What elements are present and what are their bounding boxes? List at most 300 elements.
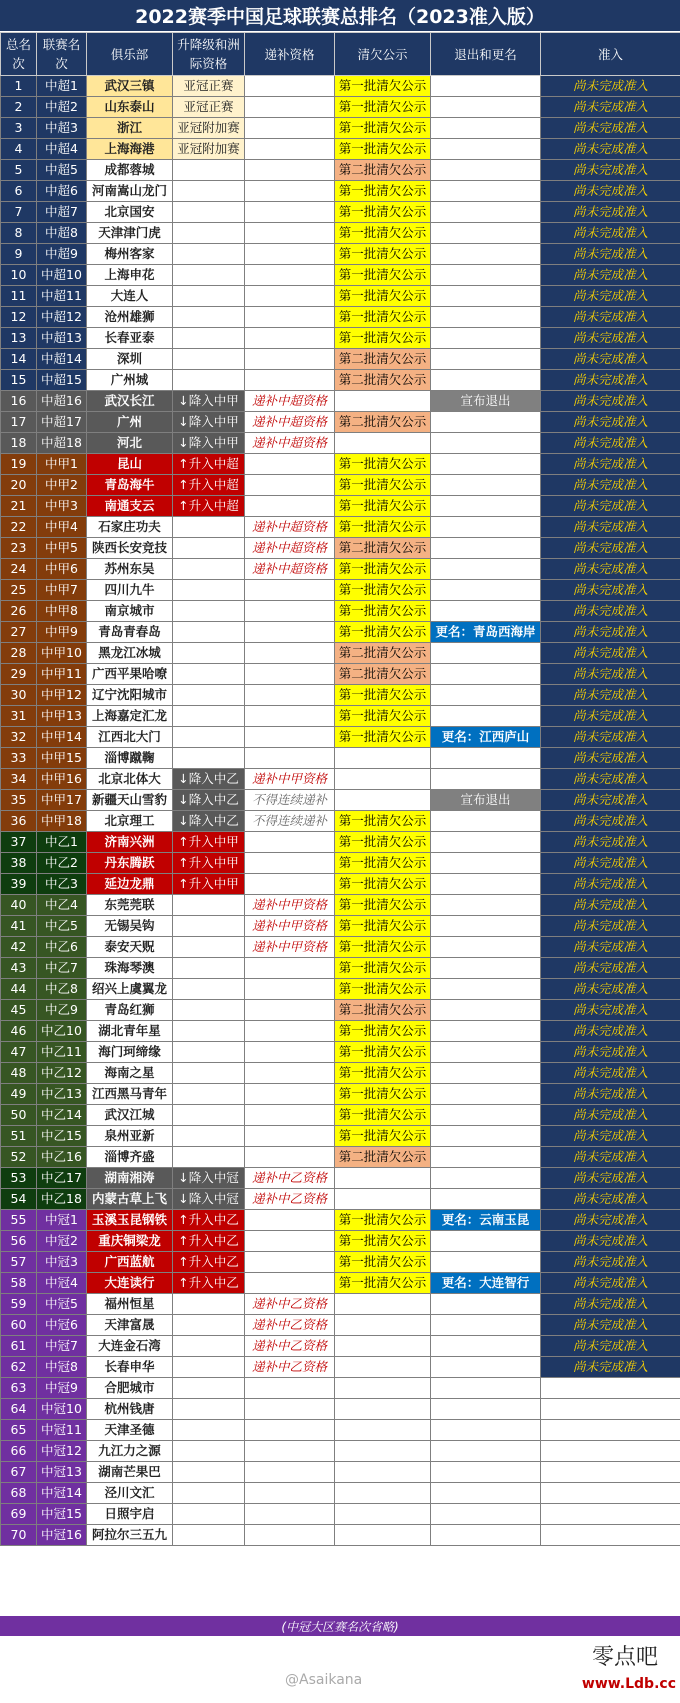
league-rank-cell: 中冠13 [37,1462,87,1483]
total-rank-cell: 63 [1,1378,37,1399]
exit-rename-cell [431,1000,541,1021]
table-row [1,958,680,979]
table-row [1,1126,680,1147]
exit-rename-cell [431,1021,541,1042]
club-cell: 江西黑马青年 [87,1084,173,1105]
table-row [1,1168,680,1189]
total-rank-cell: 8 [1,223,37,244]
promotion-cell [173,1441,245,1462]
club-cell: 长春申华 [87,1357,173,1378]
access-status-cell: 尚未完成准入 [541,223,680,244]
exit-rename-cell [431,538,541,559]
promotion-cell: ↑升入中超 [173,475,245,496]
debt-notice-cell [335,391,431,412]
exit-rename-cell [431,685,541,706]
exit-rename-cell [431,1168,541,1189]
total-rank-cell: 61 [1,1336,37,1357]
promotion-cell [173,1336,245,1357]
access-status-cell: 尚未完成准入 [541,832,680,853]
exit-rename-cell [431,475,541,496]
club-cell: 武汉江城 [87,1105,173,1126]
exit-rename-cell [431,664,541,685]
debt-notice-cell [335,1336,431,1357]
total-rank-cell: 51 [1,1126,37,1147]
access-status-cell: 尚未完成准入 [541,139,680,160]
club-cell: 北京理工 [87,811,173,832]
club-cell: 沧州雄狮 [87,307,173,328]
league-rank-cell: 中乙16 [37,1147,87,1168]
total-rank-cell: 32 [1,727,37,748]
supplement-cell [245,1252,335,1273]
total-rank-cell: 23 [1,538,37,559]
league-rank-cell: 中甲13 [37,706,87,727]
table-row [1,979,680,1000]
table-row [1,433,680,454]
debt-notice-cell: 第一批清欠公示 [335,622,431,643]
supplement-cell [245,1231,335,1252]
debt-notice-cell [335,1483,431,1504]
supplement-cell: 递补中超资格 [245,391,335,412]
total-rank-cell: 53 [1,1168,37,1189]
club-cell: 北京北体大 [87,769,173,790]
supplement-cell: 递补中超资格 [245,433,335,454]
total-rank-cell: 36 [1,811,37,832]
exit-rename-cell: 更名：大连智行 [431,1273,541,1294]
supplement-cell: 递补中甲资格 [245,937,335,958]
table-row [1,223,680,244]
league-rank-cell: 中乙1 [37,832,87,853]
league-rank-cell: 中甲15 [37,748,87,769]
debt-notice-cell: 第二批清欠公示 [335,412,431,433]
promotion-cell [173,559,245,580]
supplement-cell [245,1378,335,1399]
header-access: 准入 [541,33,680,76]
access-status-cell: 尚未完成准入 [541,181,680,202]
league-rank-cell: 中冠2 [37,1231,87,1252]
total-rank-cell: 1 [1,76,37,97]
exit-rename-cell [431,748,541,769]
total-rank-cell: 49 [1,1084,37,1105]
league-rank-cell: 中乙9 [37,1000,87,1021]
debt-notice-cell: 第一批清欠公示 [335,307,431,328]
total-rank-cell: 25 [1,580,37,601]
table-row [1,1042,680,1063]
supplement-cell [245,496,335,517]
access-status-cell: 尚未完成准入 [541,580,680,601]
exit-rename-cell [431,286,541,307]
club-cell: 大连读行 [87,1273,173,1294]
league-rank-cell: 中乙2 [37,853,87,874]
club-cell: 天津津门虎 [87,223,173,244]
total-rank-cell: 31 [1,706,37,727]
supplement-cell [245,1105,335,1126]
access-status-cell: 尚未完成准入 [541,1252,680,1273]
total-rank-cell: 28 [1,643,37,664]
promotion-cell: ↑升入中超 [173,496,245,517]
promotion-cell [173,1504,245,1525]
league-rank-cell: 中乙11 [37,1042,87,1063]
league-rank-cell: 中冠10 [37,1399,87,1420]
supplement-cell: 不得连续递补 [245,811,335,832]
table-row [1,76,680,97]
league-rank-cell: 中甲10 [37,643,87,664]
exit-rename-cell [431,1441,541,1462]
league-rank-cell: 中超16 [37,391,87,412]
table-row [1,1420,680,1441]
exit-rename-cell [431,1315,541,1336]
supplement-cell: 递补中乙资格 [245,1189,335,1210]
debt-notice-cell: 第一批清欠公示 [335,1126,431,1147]
league-rank-cell: 中冠15 [37,1504,87,1525]
league-rank-cell: 中冠7 [37,1336,87,1357]
league-rank-cell: 中超8 [37,223,87,244]
exit-rename-cell [431,244,541,265]
league-rank-cell: 中乙5 [37,916,87,937]
club-cell: 上海申花 [87,265,173,286]
table-row [1,643,680,664]
table-row [1,139,680,160]
league-rank-cell: 中超12 [37,307,87,328]
table-row [1,454,680,475]
supplement-cell [245,97,335,118]
access-status-cell: 尚未完成准入 [541,895,680,916]
total-rank-cell: 68 [1,1483,37,1504]
table-row [1,286,680,307]
supplement-cell [245,475,335,496]
debt-notice-cell: 第一批清欠公示 [335,1042,431,1063]
supplement-cell [245,1525,335,1546]
table-row [1,1252,680,1273]
total-rank-cell: 24 [1,559,37,580]
club-cell: 海南之星 [87,1063,173,1084]
supplement-cell: 递补中乙资格 [245,1168,335,1189]
total-rank-cell: 5 [1,160,37,181]
debt-notice-cell: 第一批清欠公示 [335,1021,431,1042]
access-status-cell: 尚未完成准入 [541,244,680,265]
exit-rename-cell: 更名：青岛西海岸 [431,622,541,643]
promotion-cell [173,727,245,748]
header-exit-rename: 退出和更名 [431,33,541,76]
supplement-cell [245,349,335,370]
promotion-cell [173,160,245,181]
table-row [1,160,680,181]
debt-notice-cell: 第一批清欠公示 [335,601,431,622]
total-rank-cell: 13 [1,328,37,349]
exit-rename-cell [431,706,541,727]
club-cell: 青岛青春岛 [87,622,173,643]
promotion-cell: ↓降入中冠 [173,1168,245,1189]
watermark-text: @Asaikana [285,1672,363,1688]
promotion-cell [173,1462,245,1483]
total-rank-cell: 52 [1,1147,37,1168]
header-club: 俱乐部 [87,33,173,76]
access-status-cell: 尚未完成准入 [541,1273,680,1294]
exit-rename-cell [431,1483,541,1504]
league-rank-cell: 中甲8 [37,601,87,622]
access-status-cell: 尚未完成准入 [541,601,680,622]
exit-rename-cell [431,1462,541,1483]
exit-rename-cell [431,181,541,202]
exit-rename-cell [431,1231,541,1252]
promotion-cell [173,223,245,244]
supplement-cell [245,622,335,643]
debt-notice-cell: 第一批清欠公示 [335,916,431,937]
header-row [1,33,680,76]
table-row [1,391,680,412]
league-rank-cell: 中超6 [37,181,87,202]
exit-rename-cell [431,643,541,664]
access-status-cell: 尚未完成准入 [541,853,680,874]
table-row [1,1189,680,1210]
exit-rename-cell [431,811,541,832]
table-row [1,559,680,580]
league-rank-cell: 中乙10 [37,1021,87,1042]
table-row [1,244,680,265]
supplement-cell [245,1420,335,1441]
promotion-cell: ↑升入中甲 [173,832,245,853]
league-rank-cell: 中甲16 [37,769,87,790]
promotion-cell [173,916,245,937]
supplement-cell [245,643,335,664]
total-rank-cell: 21 [1,496,37,517]
access-status-cell: 尚未完成准入 [541,937,680,958]
debt-notice-cell [335,790,431,811]
supplement-cell [245,286,335,307]
exit-rename-cell [431,370,541,391]
league-rank-cell: 中甲4 [37,517,87,538]
access-status-cell: 尚未完成准入 [541,1126,680,1147]
league-rank-cell: 中甲11 [37,664,87,685]
promotion-cell [173,622,245,643]
table-row [1,748,680,769]
promotion-cell [173,286,245,307]
league-rank-cell: 中甲9 [37,622,87,643]
club-cell: 泰安天贶 [87,937,173,958]
club-cell: 山东泰山 [87,97,173,118]
exit-rename-cell [431,958,541,979]
club-cell: 河南嵩山龙门 [87,181,173,202]
promotion-cell: ↓降入中甲 [173,412,245,433]
total-rank-cell: 66 [1,1441,37,1462]
table-row [1,1231,680,1252]
access-status-cell: 尚未完成准入 [541,1357,680,1378]
total-rank-cell: 60 [1,1315,37,1336]
exit-rename-cell [431,979,541,1000]
total-rank-cell: 16 [1,391,37,412]
access-status-cell [541,1525,680,1546]
club-cell: 湖南湘涛 [87,1168,173,1189]
table-row [1,811,680,832]
access-status-cell: 尚未完成准入 [541,76,680,97]
table-row [1,685,680,706]
exit-rename-cell [431,1504,541,1525]
table-row [1,517,680,538]
supplement-cell [245,328,335,349]
table-row [1,1084,680,1105]
total-rank-cell: 30 [1,685,37,706]
total-rank-cell: 43 [1,958,37,979]
debt-notice-cell [335,1399,431,1420]
header-debt: 清欠公示 [335,33,431,76]
club-cell: 昆山 [87,454,173,475]
debt-notice-cell [335,1315,431,1336]
promotion-cell [173,1378,245,1399]
access-status-cell: 尚未完成准入 [541,664,680,685]
club-cell: 泉州亚新 [87,1126,173,1147]
league-table [0,32,680,1546]
table-row [1,1462,680,1483]
exit-rename-cell: 更名：云南玉昆 [431,1210,541,1231]
total-rank-cell: 65 [1,1420,37,1441]
club-cell: 南京城市 [87,601,173,622]
league-rank-cell: 中冠6 [37,1315,87,1336]
total-rank-cell: 40 [1,895,37,916]
debt-notice-cell [335,1441,431,1462]
league-rank-cell: 中冠16 [37,1525,87,1546]
access-status-cell: 尚未完成准入 [541,202,680,223]
debt-notice-cell [335,1378,431,1399]
site-logo-url: www.Ldb.cc [581,1676,676,1692]
table-row [1,1378,680,1399]
promotion-cell: ↓降入中乙 [173,811,245,832]
table-row [1,1273,680,1294]
debt-notice-cell: 第一批清欠公示 [335,454,431,475]
exit-rename-cell [431,1084,541,1105]
exit-rename-cell [431,769,541,790]
access-status-cell [541,1504,680,1525]
debt-notice-cell: 第一批清欠公示 [335,1252,431,1273]
supplement-cell [245,244,335,265]
promotion-cell [173,181,245,202]
promotion-cell: ↓降入中甲 [173,433,245,454]
table-row [1,664,680,685]
access-status-cell: 尚未完成准入 [541,433,680,454]
total-rank-cell: 10 [1,265,37,286]
access-status-cell [541,1462,680,1483]
supplement-cell [245,139,335,160]
exit-rename-cell [431,496,541,517]
debt-notice-cell: 第一批清欠公示 [335,517,431,538]
access-status-cell: 尚未完成准入 [541,265,680,286]
club-cell: 日照宇启 [87,1504,173,1525]
club-cell: 广西平果哈嘹 [87,664,173,685]
access-status-cell [541,1441,680,1462]
club-cell: 东莞莞联 [87,895,173,916]
table-row [1,1147,680,1168]
exit-rename-cell [431,223,541,244]
debt-notice-cell: 第一批清欠公示 [335,1063,431,1084]
exit-rename-cell [431,139,541,160]
table-row [1,874,680,895]
club-cell: 四川九牛 [87,580,173,601]
league-rank-cell: 中冠1 [37,1210,87,1231]
league-rank-cell: 中超17 [37,412,87,433]
total-rank-cell: 44 [1,979,37,1000]
league-rank-cell: 中冠8 [37,1357,87,1378]
header-total-rank: 总名次 [1,33,37,76]
table-row [1,1294,680,1315]
club-cell: 黑龙江冰城 [87,643,173,664]
total-rank-cell: 18 [1,433,37,454]
debt-notice-cell: 第一批清欠公示 [335,139,431,160]
supplement-cell [245,1441,335,1462]
access-status-cell: 尚未完成准入 [541,811,680,832]
total-rank-cell: 22 [1,517,37,538]
club-cell: 玉溪玉昆钢铁 [87,1210,173,1231]
debt-notice-cell: 第一批清欠公示 [335,979,431,1000]
access-status-cell: 尚未完成准入 [541,1315,680,1336]
table-row [1,538,680,559]
total-rank-cell: 39 [1,874,37,895]
promotion-cell [173,349,245,370]
supplement-cell: 递补中乙资格 [245,1315,335,1336]
promotion-cell: 亚冠附加赛 [173,118,245,139]
league-rank-cell: 中甲17 [37,790,87,811]
supplement-cell [245,454,335,475]
supplement-cell [245,265,335,286]
promotion-cell: ↓降入中甲 [173,391,245,412]
club-cell: 阿拉尔三五九 [87,1525,173,1546]
debt-notice-cell: 第一批清欠公示 [335,181,431,202]
total-rank-cell: 58 [1,1273,37,1294]
supplement-cell: 递补中乙资格 [245,1336,335,1357]
promotion-cell: ↑升入中乙 [173,1252,245,1273]
league-rank-cell: 中冠11 [37,1420,87,1441]
debt-notice-cell [335,1504,431,1525]
debt-notice-cell: 第一批清欠公示 [335,874,431,895]
exit-rename-cell [431,1399,541,1420]
supplement-cell [245,223,335,244]
debt-notice-cell: 第一批清欠公示 [335,580,431,601]
exit-rename-cell [431,1357,541,1378]
total-rank-cell: 55 [1,1210,37,1231]
league-rank-cell: 中乙14 [37,1105,87,1126]
total-rank-cell: 12 [1,307,37,328]
league-rank-cell: 中甲12 [37,685,87,706]
total-rank-cell: 64 [1,1399,37,1420]
debt-notice-cell: 第二批清欠公示 [335,1147,431,1168]
table-row [1,349,680,370]
club-cell: 长春亚泰 [87,328,173,349]
debt-notice-cell: 第一批清欠公示 [335,496,431,517]
total-rank-cell: 48 [1,1063,37,1084]
supplement-cell: 递补中超资格 [245,412,335,433]
promotion-cell [173,643,245,664]
club-cell: 九江力之源 [87,1441,173,1462]
league-rank-cell: 中甲3 [37,496,87,517]
promotion-cell [173,1294,245,1315]
debt-notice-cell: 第一批清欠公示 [335,727,431,748]
promotion-cell [173,958,245,979]
promotion-cell [173,1105,245,1126]
debt-notice-cell: 第一批清欠公示 [335,1105,431,1126]
access-status-cell: 尚未完成准入 [541,328,680,349]
table-row [1,1063,680,1084]
club-cell: 湖南芒果巴 [87,1462,173,1483]
promotion-cell [173,979,245,1000]
supplement-cell [245,832,335,853]
promotion-cell [173,1063,245,1084]
league-rank-cell: 中甲6 [37,559,87,580]
access-status-cell [541,1399,680,1420]
exit-rename-cell: 宣布退出 [431,790,541,811]
supplement-cell [245,664,335,685]
debt-notice-cell: 第一批清欠公示 [335,1210,431,1231]
total-rank-cell: 29 [1,664,37,685]
table-row [1,622,680,643]
club-cell: 海门珂缔缘 [87,1042,173,1063]
supplement-cell [245,1021,335,1042]
